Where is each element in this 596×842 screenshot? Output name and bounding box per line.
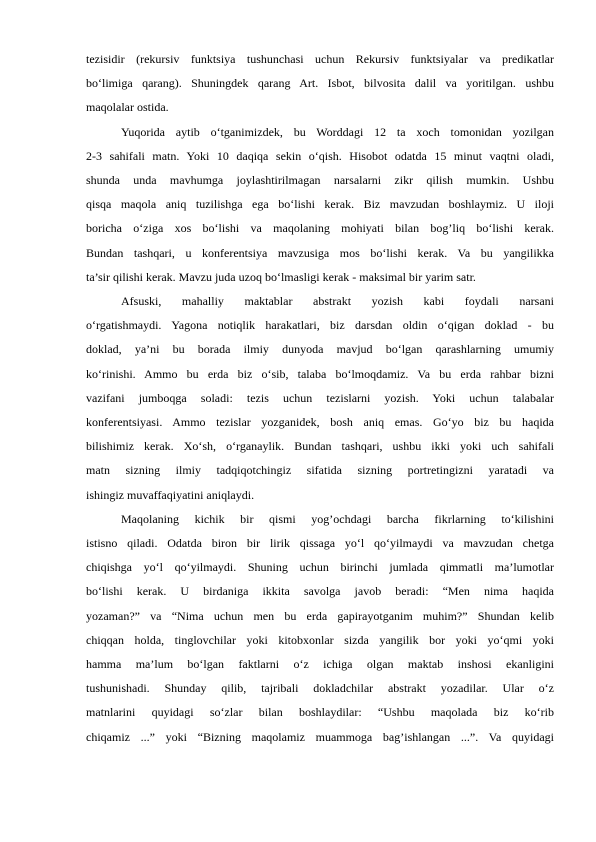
text-line: ta’sir qilishi kerak. Mavzu juda uzoq bo‘lmasligi kerak - maksimal bir yarim satr.: [86, 269, 476, 284]
text-line: konferentsiyasi. Ammo tezislar yozganidek, bosh aniq emas. Go‘yo biz bu haqida: [86, 415, 554, 430]
text-line: tezisidir (rekursiv funktsiya tushunchasi uchun Rekursiv funktsiyalar va predikatlar: [86, 52, 554, 66]
text-line: shunda unda mavhumga joylashtirilmagan narsalarni zikr qilish mumkin. Ushbu: [86, 173, 554, 188]
text-line: doklad, ya’ni bu borada ilmiy dunyoda mavjud bo‘lgan qarashlarning umumiy: [86, 342, 554, 357]
text-line: yozaman?” va “Nima uchun men bu erda gapirayotganim muhim?” Shundan kelib: [86, 608, 554, 623]
text-line: chiqishga yo‘l qo‘yilmaydi. Shuning uchun birinchi jumlada qimmatli ma’lumotlar: [86, 560, 554, 575]
text-line: boricha o‘ziga xos bo‘lishi va maqolaning mohiyati bilan bog’liq bo‘lishi kerak.: [86, 221, 554, 236]
paragraph: [86, 507, 554, 749]
text-line: Maqolaning kichik bir qismi yog’ochdagi barcha fikrlarning to‘kilishini: [121, 511, 554, 526]
text-line: Yuqorida aytib o‘tganimizdek, bu Worddagi 12 ta xoch tomonidan yozilgan: [121, 124, 554, 139]
paragraph: [86, 289, 554, 507]
text-line: bilishimiz kerak. Xo‘sh, o‘rganaylik. Bundan tashqari, ushbu ikki yoki uch sahifali: [86, 439, 554, 454]
text-line: chiqamiz ...” yoki “Bizning maqolamiz muammoga bag’ishlangan ...”. Va quyidagi: [86, 729, 554, 744]
text-line: istisno qiladi. Odatda biron bir lirik qissaga yo‘l qo‘yilmaydi va mavzudan chetga: [86, 536, 554, 551]
text-line: bo‘limiga qarang). Shuningdek qarang Art. Isbot, bilvosita dalil va yoritilgan. ushbu: [86, 76, 554, 91]
text-line: o‘rgatishmaydi. Yagona notiqlik harakatlari, biz darsdan oldin o‘qigan doklad - bu: [86, 318, 554, 333]
text-line: ishingiz muvaffaqiyatini aniqlaydi.: [86, 487, 255, 502]
text-line: vazifani jumboqga soladi: tezis uchun tezislarni yozish. Yoki uchun talabalar: [86, 390, 554, 405]
paragraph: [86, 120, 554, 289]
paragraph: [86, 47, 554, 120]
text-line: hamma ma’lum bo‘lgan faktlarni o‘z ichiga olgan maktab inshosi ekanligini: [86, 657, 554, 672]
text-line: Afsuski, mahalliy maktablar abstrakt yozish kabi foydali narsani: [121, 294, 554, 309]
text-line: 2-3 sahifali matn. Yoki 10 daqiqa sekin o‘qish. Hisobot odatda 15 minut vaqtni oladi,: [86, 148, 554, 163]
text-line: maqolalar ostida.: [86, 100, 169, 115]
text-line: chiqqan holda, tinglovchilar yoki kitobxonlar sizda yangilik bor yoki yo‘qmi yoki: [86, 632, 554, 647]
text-line: ko‘rinishi. Ammo bu erda biz o‘sib, talaba bo‘lmoqdamiz. Va bu erda rahbar bizni: [86, 366, 554, 381]
text-line: Bundan tashqari, u konferentsiya mavzusiga mos bo‘lishi kerak. Va bu yangilikka: [86, 245, 554, 260]
text-line: tushunishadi. Shunday qilib, tajribali dokladchilar abstrakt yozadilar. Ular o‘z: [86, 681, 554, 696]
text-line: matn sizning ilmiy tadqiqotchingiz sifatida sizning portretingizni yaratadi va: [86, 463, 554, 478]
text-line: matnlarini quyidagi so‘zlar bilan boshlaydilar: “Ushbu maqolada biz ko‘rib: [86, 705, 554, 720]
text-line: qisqa maqola aniq tuzilishga ega bo‘lishi kerak. Biz mavzudan boshlaymiz. U iloji: [86, 197, 554, 212]
body-text: [86, 47, 554, 749]
text-line: bo‘lishi kerak. U birdaniga ikkita savolga javob beradi: “Men nima haqida: [86, 584, 554, 599]
